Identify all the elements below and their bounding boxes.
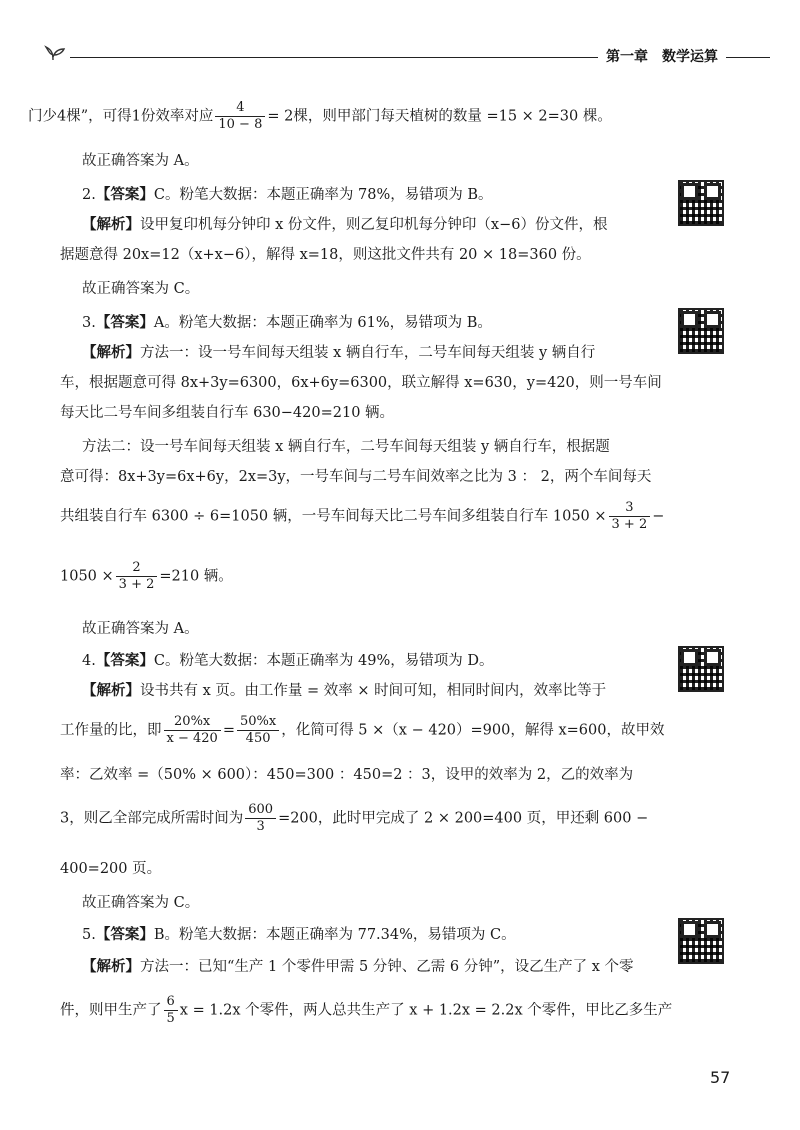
analysis-line: 工作量的比，即 $\frac{20\%x}{x - 420}$ = $\frac{50\%x}{450}$ ，化简可得 5 ×（x − 420）=900，解得 x=600，故甲效 [60, 714, 665, 746]
analysis-line: 共组装自行车 6300 ÷ 6=1050 辆，一号车间每天比二号车间多组装自行车 1050 × $\frac{3}{3 + 2}$ − [60, 500, 665, 532]
question-answer-3: 3.【答案】A。粉笔大数据：本题正确率为 61%，易错项为 B。 [82, 315, 492, 331]
fraction: $\frac{4}{10 - 8}$ [215, 100, 265, 133]
analysis-line: 件，则甲生产了 $\frac{6}{5}$ x = 1.2x 个零件，两人总共生产了 x + 1.2x = 2.2x 个零件，甲比乙多生产 [60, 994, 673, 1026]
analysis-line: 【解析】设书共有 x 页。由工作量 = 效率 × 时间可知，相同时间内，效率比等于 [82, 683, 607, 699]
analysis-line: 意可得：8x+3y=6x+6y，2x=3y，一号车间与二号车间效率之比为 3 ： 2，两个车间每天 [60, 469, 652, 485]
analysis-line: 1050 × $\frac{2}{3 + 2}$ =210 辆。 [60, 560, 233, 592]
analysis-line: 3，则乙全部完成所需时间为 $\frac{600}{3}$ =200，此时甲完成了 2 × 200=400 页，甲还剩 600 − [60, 802, 649, 834]
analysis-line: 方法二：设一号车间每天组装 x 辆自行车，二号车间每天组装 y 辆自行车，根据题 [82, 439, 610, 455]
text-line: 门少4棵”，可得1份效率对应 $\frac{4}{10 - 8}$ = 2棵，则甲部门每天植树的数量 =15 × 2=30 棵。 [28, 100, 612, 132]
question-answer-2: 2.【答案】C。粉笔大数据：本题正确率为 78%，易错项为 B。 [82, 187, 493, 203]
question-answer-5: 5.【答案】B。粉笔大数据：本题正确率为 77.34%，易错项为 C。 [82, 927, 516, 943]
analysis-line: 车，根据题意可得 8x+3y=6300，6x+6y=6300，联立解得 x=630，y=420，则一号车间 [60, 375, 662, 391]
fraction: $\frac{20\%x}{x - 420}$ [164, 714, 221, 747]
analysis-line: 率：乙效率 =（50% × 600）：450=300 ：450=2 ：3，设甲的效率为 2，乙的效率为 [60, 767, 634, 783]
analysis-line: 400=200 页。 [60, 861, 162, 877]
page-number: 57 [710, 1068, 731, 1087]
analysis-line: 【解析】方法一：设一号车间每天组装 x 辆自行车，二号车间每天组装 y 辆自行 [82, 345, 596, 361]
qr-code-icon[interactable] [678, 180, 724, 226]
sprout-icon [40, 40, 66, 66]
analysis-line: 每天比二号车间多组装自行车 630−420=210 辆。 [60, 405, 395, 421]
analysis-line: 【解析】设甲复印机每分钟印 x 份文件，则乙复印机每分钟印（x−6）份文件，根 [82, 217, 608, 233]
qr-code-icon[interactable] [678, 308, 724, 354]
fraction: $\frac{6}{5}$ [164, 994, 178, 1027]
answer-conclusion: 故正确答案为 A。 [82, 153, 199, 169]
question-answer-4: 4.【答案】C。粉笔大数据：本题正确率为 49%，易错项为 D。 [82, 653, 494, 669]
qr-code-icon[interactable] [678, 646, 724, 692]
fraction: $\frac{3}{3 + 2}$ [609, 500, 651, 533]
qr-code-icon[interactable] [678, 918, 724, 964]
answer-conclusion: 故正确答案为 A。 [82, 621, 199, 637]
fraction: $\frac{600}{3}$ [245, 802, 276, 835]
answer-conclusion: 故正确答案为 C。 [82, 895, 200, 911]
running-header [40, 32, 770, 72]
answer-conclusion: 故正确答案为 C。 [82, 281, 200, 297]
analysis-line: 【解析】方法一：已知“生产 1 个零件甲需 5 分钟、乙需 6 分钟”，设乙生产了 x 个零 [82, 959, 634, 975]
chapter-title: 第一章 数学运算 [598, 46, 726, 66]
analysis-line: 据题意得 20x=12（x+x−6），解得 x=18，则这批文件共有 20 × 18=360 份。 [60, 247, 591, 263]
fraction: $\frac{50\%x}{450}$ [237, 714, 279, 747]
fraction: $\frac{2}{3 + 2}$ [116, 560, 158, 593]
